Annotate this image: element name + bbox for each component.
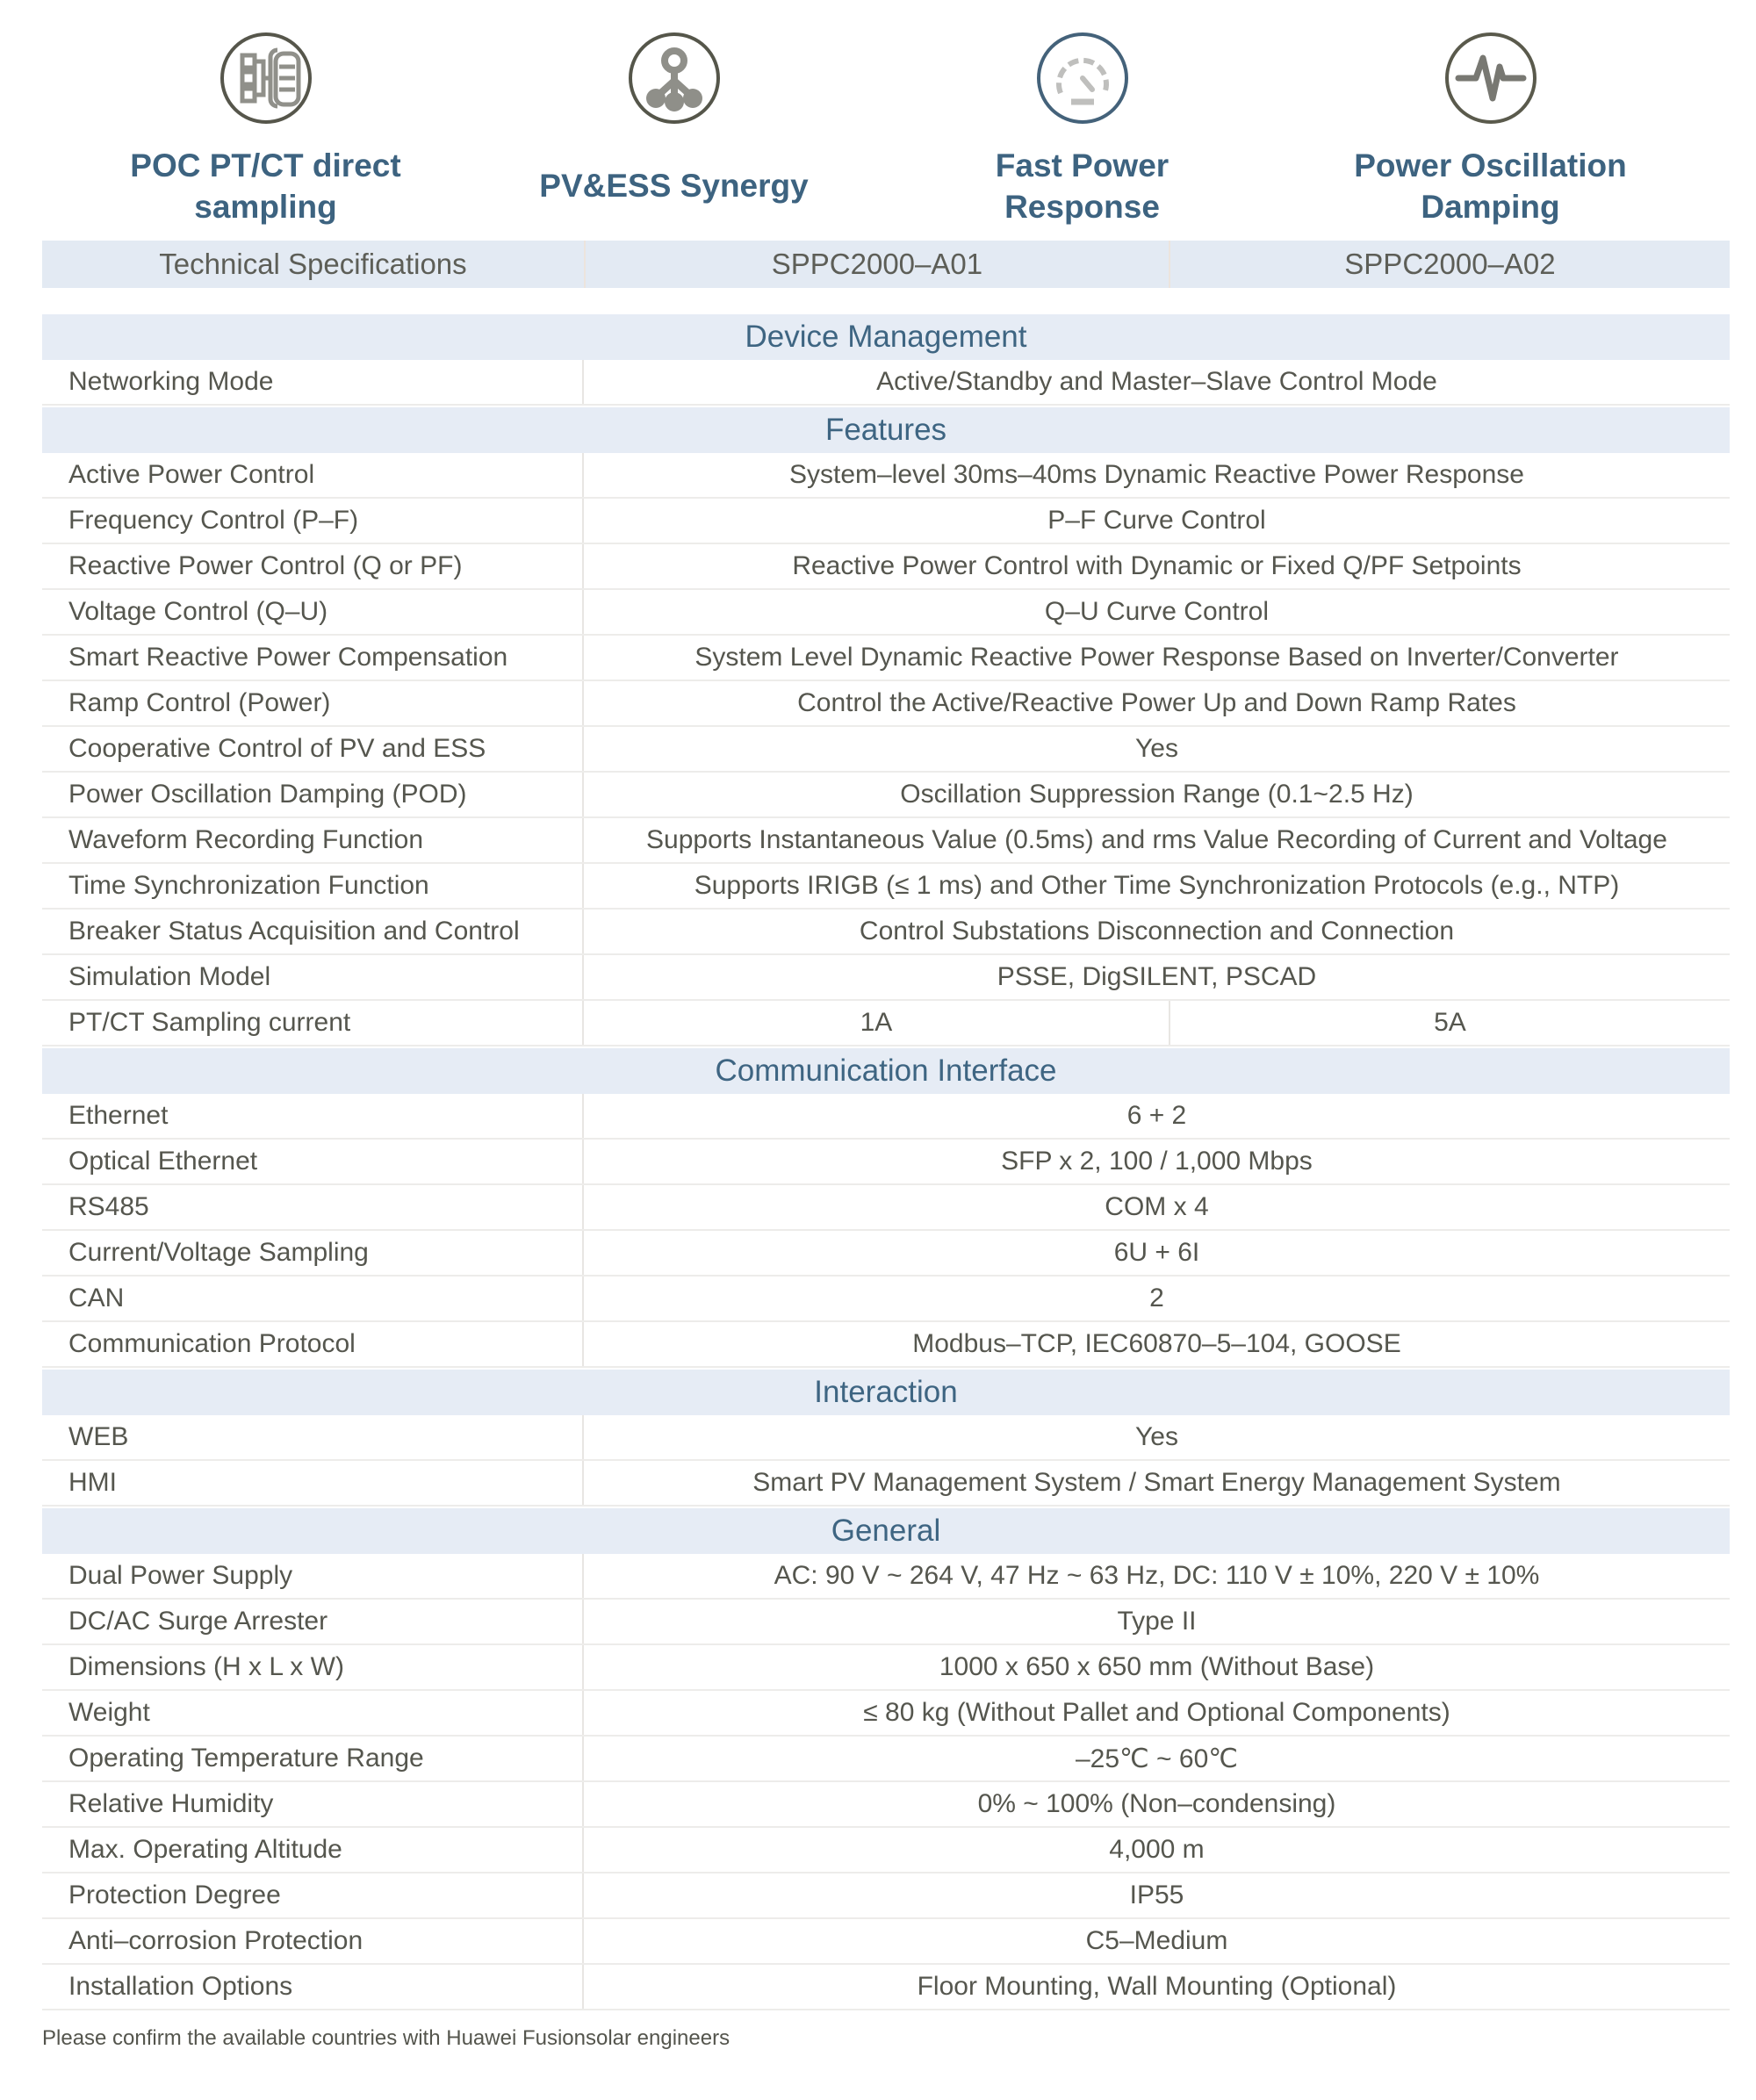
- spec-label: Operating Temperature Range: [42, 1737, 584, 1780]
- spec-value: ≤ 80 kg (Without Pallet and Optional Components): [863, 1698, 1450, 1727]
- spec-row: [42, 1415, 1730, 1461]
- spec-label: Protection Degree: [42, 1873, 584, 1917]
- fast-power-gauge-icon: [1036, 32, 1129, 125]
- spec-label: RS485: [42, 1185, 584, 1229]
- spec-value: –25℃ ~ 60℃: [1075, 1744, 1238, 1773]
- spec-row: [42, 818, 1730, 864]
- spec-label: Networking Mode: [42, 360, 584, 404]
- spec-row: [42, 590, 1730, 636]
- spec-row: [42, 1782, 1730, 1828]
- spec-value: AC: 90 V ~ 264 V, 47 Hz ~ 63 Hz, DC: 110 V ± 10%, 220 V ± 10%: [774, 1561, 1540, 1590]
- spec-row: [42, 681, 1730, 727]
- spec-value: Modbus–TCP, IEC60870–5–104, GOOSE: [912, 1329, 1401, 1358]
- spec-row: [42, 1185, 1730, 1231]
- header-technical-specifications: Technical Specifications: [159, 248, 467, 280]
- feature-fast-power-response: [878, 32, 1286, 232]
- spec-label: DC/AC Surge Arrester: [42, 1600, 584, 1643]
- spec-row: [42, 360, 1730, 406]
- spec-table-body: [42, 314, 1730, 2010]
- spec-row: [42, 636, 1730, 681]
- spec-label: Power Oscillation Damping (POD): [42, 773, 584, 816]
- section-header-band: [42, 1048, 1730, 1094]
- spec-value: Q–U Curve Control: [1044, 597, 1270, 626]
- spec-label: Dual Power Supply: [42, 1554, 584, 1598]
- spec-label: PT/CT Sampling current: [42, 1001, 584, 1045]
- spec-value: 0% ~ 100% (Non–condensing): [977, 1789, 1336, 1818]
- spec-row: [42, 1554, 1730, 1600]
- section-title: Interaction: [814, 1375, 958, 1409]
- spec-label: WEB: [42, 1415, 584, 1459]
- spec-value: 4,000 m: [1109, 1835, 1205, 1864]
- spec-label: Active Power Control: [42, 453, 584, 497]
- spec-value: P–F Curve Control: [1047, 506, 1266, 535]
- spec-value: System–level 30ms–40ms Dynamic Reactive Power Response: [788, 460, 1524, 489]
- feature-label: POC PT/CT direct sampling: [130, 147, 401, 225]
- spec-table-header: [42, 241, 1730, 288]
- spec-row: [42, 1322, 1730, 1368]
- spec-value: PSSE, DigSILENT, PSCAD: [997, 962, 1317, 991]
- spec-label: Voltage Control (Q–U): [42, 590, 584, 634]
- spec-value: Type II: [1117, 1607, 1197, 1636]
- feature-label: Power Oscillation Damping: [1354, 147, 1627, 225]
- spec-row: [42, 1461, 1730, 1507]
- spec-value: 6 + 2: [1126, 1101, 1187, 1130]
- section-header-band: [42, 1370, 1730, 1415]
- spec-label: Max. Operating Altitude: [42, 1828, 584, 1872]
- spec-value: System Level Dynamic Reactive Power Response Based on Inverter/Converter: [694, 643, 1619, 672]
- spec-value: Oscillation Suppression Range (0.1~2.5 Hz): [900, 780, 1414, 809]
- spec-value-a02: 5A: [1169, 1001, 1730, 1045]
- oscillation-damping-icon: [1444, 32, 1537, 125]
- spec-row: [42, 1645, 1730, 1691]
- feature-label: PV&ESS Synergy: [539, 168, 809, 205]
- spec-value: 6U + 6I: [1113, 1238, 1200, 1267]
- spec-row: [42, 453, 1730, 499]
- spec-label: Smart Reactive Power Compensation: [42, 636, 584, 680]
- section-header-band: [42, 407, 1730, 453]
- spec-label: Dimensions (H x L x W): [42, 1645, 584, 1689]
- spec-value: Reactive Power Control with Dynamic or Fixed Q/PF Setpoints: [792, 551, 1522, 580]
- spec-row: [42, 955, 1730, 1001]
- section-title: General: [831, 1514, 941, 1548]
- spec-value: SFP x 2, 100 / 1,000 Mbps: [1001, 1147, 1313, 1176]
- spec-row: [42, 773, 1730, 818]
- spec-row: [42, 910, 1730, 955]
- spec-row: [42, 544, 1730, 590]
- header-model-a01: SPPC2000–A01: [584, 241, 1169, 288]
- feature-pv-ess-synergy: [470, 32, 878, 232]
- spec-label: Time Synchronization Function: [42, 864, 584, 908]
- spec-value: 1000 x 650 x 650 mm (Without Base): [939, 1652, 1375, 1681]
- spec-row: [42, 727, 1730, 773]
- spec-label: Ethernet: [42, 1094, 584, 1138]
- spec-label: Breaker Status Acquisition and Control: [42, 910, 584, 953]
- spec-table: [42, 241, 1730, 2010]
- spec-value: 2: [1149, 1284, 1164, 1312]
- spec-label: Reactive Power Control (Q or PF): [42, 544, 584, 588]
- spec-label: Communication Protocol: [42, 1322, 584, 1366]
- spec-label: Weight: [42, 1691, 584, 1735]
- spec-value: Supports Instantaneous Value (0.5ms) and rms Value Recording of Current and Voltage: [646, 825, 1667, 854]
- spec-label: Waveform Recording Function: [42, 818, 584, 862]
- spec-label: Relative Humidity: [42, 1782, 584, 1826]
- spec-value: Control Substations Disconnection and Connection: [859, 917, 1455, 946]
- spec-value: Yes: [1135, 734, 1178, 763]
- spec-label: Current/Voltage Sampling: [42, 1231, 584, 1275]
- spec-label: HMI: [42, 1461, 584, 1505]
- spec-row: [42, 499, 1730, 544]
- spec-label: Optical Ethernet: [42, 1140, 584, 1183]
- spec-label: Frequency Control (P–F): [42, 499, 584, 543]
- poc-ptct-sampling-icon: [220, 32, 313, 125]
- section-header-band: [42, 1508, 1730, 1554]
- spec-value-a01: 1A: [860, 1008, 893, 1037]
- section-title: Features: [824, 413, 947, 447]
- spec-label: Anti–corrosion Protection: [42, 1919, 584, 1963]
- spec-label: Simulation Model: [42, 955, 584, 999]
- spec-row: [42, 1919, 1730, 1965]
- feature-label: Fast Power Response: [995, 147, 1169, 225]
- spec-row: [42, 1140, 1730, 1185]
- spec-label: Installation Options: [42, 1965, 584, 2009]
- feature-highlights: [0, 0, 1756, 232]
- spec-row: [42, 1965, 1730, 2010]
- spec-value: Floor Mounting, Wall Mounting (Optional): [917, 1972, 1397, 2001]
- spec-label: Cooperative Control of PV and ESS: [42, 727, 584, 771]
- spec-value: Smart PV Management System / Smart Energy Management System: [752, 1468, 1561, 1497]
- footer-note: Please confirm the available countries with Huawei Fusionsolar engineers: [42, 2026, 730, 2050]
- feature-poc-sampling: [61, 32, 470, 232]
- section-header-band: [42, 314, 1730, 360]
- spec-row: [42, 1231, 1730, 1277]
- spec-value: Supports IRIGB (≤ 1 ms) and Other Time Synchronization Protocols (e.g., NTP): [694, 871, 1620, 900]
- pv-ess-synergy-icon: [628, 32, 721, 125]
- spec-row: [42, 864, 1730, 910]
- section-title: Device Management: [745, 320, 1027, 354]
- feature-oscillation-damping: [1286, 32, 1695, 232]
- spec-value: Yes: [1135, 1422, 1178, 1451]
- spec-value: COM x 4: [1105, 1192, 1209, 1221]
- spec-row: [42, 1094, 1730, 1140]
- spec-value: IP55: [1129, 1881, 1184, 1909]
- spec-label: CAN: [42, 1277, 584, 1320]
- spec-row: [42, 1600, 1730, 1645]
- spec-label: Ramp Control (Power): [42, 681, 584, 725]
- spec-value: Control the Active/Reactive Power Up and Down Ramp Rates: [797, 688, 1516, 717]
- spec-row: [42, 1828, 1730, 1873]
- spec-row: [42, 1277, 1730, 1322]
- spec-row: [42, 1691, 1730, 1737]
- spec-value: Active/Standby and Master–Slave Control Mode: [876, 367, 1437, 396]
- header-model-a02: SPPC2000–A02: [1169, 241, 1730, 288]
- spec-value: C5–Medium: [1085, 1926, 1228, 1955]
- spec-row: [42, 1873, 1730, 1919]
- section-title: Communication Interface: [715, 1054, 1057, 1088]
- spec-row-split: [42, 1001, 1730, 1046]
- spec-row: [42, 1737, 1730, 1782]
